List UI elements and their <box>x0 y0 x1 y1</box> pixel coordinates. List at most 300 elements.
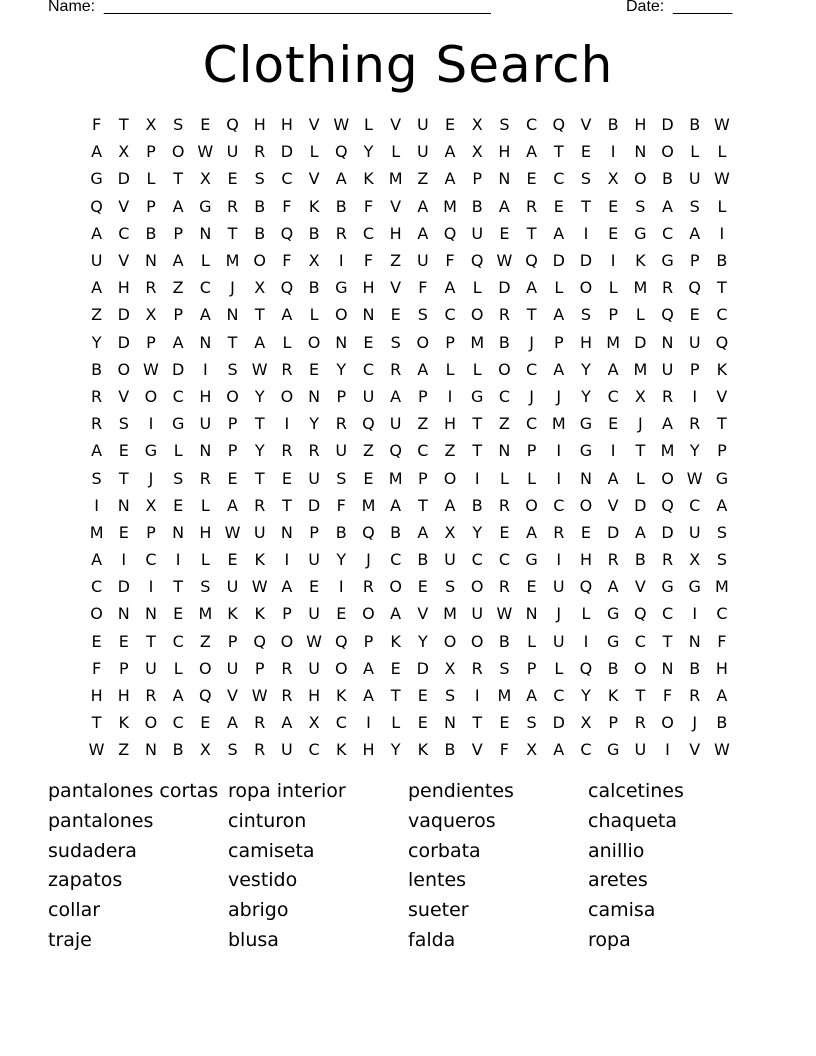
grid-letter[interactable]: A <box>390 495 402 515</box>
grid-letter[interactable]: O <box>525 495 538 515</box>
grid-letter[interactable]: S <box>200 577 211 597</box>
grid-letter[interactable]: T <box>717 278 727 298</box>
grid-letter[interactable]: Z <box>91 305 103 325</box>
grid-letter[interactable]: A <box>281 713 293 733</box>
grid-letter[interactable]: Z <box>417 169 429 189</box>
grid-letter[interactable]: X <box>118 142 130 162</box>
grid-letter[interactable]: A <box>254 332 266 352</box>
grid-letter[interactable]: W <box>306 631 322 651</box>
grid-letter[interactable]: L <box>391 142 401 162</box>
grid-letter[interactable]: I <box>556 468 562 488</box>
grid-letter[interactable]: U <box>416 251 429 271</box>
grid-letter[interactable]: W <box>686 468 703 488</box>
grid-letter[interactable]: T <box>472 414 483 434</box>
grid-letter[interactable]: Q <box>226 115 239 135</box>
grid-letter[interactable]: R <box>471 658 483 678</box>
grid-letter[interactable]: P <box>118 658 129 678</box>
grid-letter[interactable]: O <box>144 386 158 406</box>
grid-letter[interactable]: T <box>91 713 102 733</box>
grid-letter[interactable]: E <box>227 169 238 189</box>
grid-letter[interactable]: W <box>251 686 268 706</box>
grid-letter[interactable]: K <box>417 740 429 760</box>
grid-letter[interactable]: X <box>145 115 157 135</box>
grid-letter[interactable]: T <box>472 713 483 733</box>
grid-letter[interactable]: R <box>498 577 510 597</box>
grid-letter[interactable]: R <box>308 441 320 461</box>
grid-letter[interactable]: D <box>498 278 511 298</box>
grid-letter[interactable]: V <box>390 196 402 216</box>
grid-letter[interactable]: L <box>472 359 482 379</box>
grid-letter[interactable]: S <box>227 359 238 379</box>
grid-letter[interactable]: F <box>717 631 727 651</box>
grid-letter[interactable]: A <box>716 495 728 515</box>
grid-letter[interactable]: T <box>417 495 428 515</box>
grid-letter[interactable]: I <box>338 251 344 271</box>
grid-letter[interactable]: Q <box>579 577 593 597</box>
grid-letter[interactable]: E <box>363 332 374 352</box>
grid-letter[interactable]: M <box>497 686 512 706</box>
grid-letter[interactable]: T <box>282 495 292 515</box>
grid-letter[interactable]: A <box>417 223 429 243</box>
grid-letter[interactable]: L <box>527 631 537 651</box>
grid-letter[interactable]: R <box>254 142 266 162</box>
grid-letter[interactable]: Y <box>254 441 265 461</box>
grid-letter[interactable]: S <box>580 305 592 325</box>
grid-letter[interactable]: Q <box>579 658 593 678</box>
grid-letter[interactable]: X <box>444 658 456 678</box>
grid-letter[interactable]: S <box>91 468 102 488</box>
grid-letter[interactable]: L <box>200 251 210 271</box>
grid-letter[interactable]: O <box>661 468 674 488</box>
grid-letter[interactable]: I <box>338 577 344 597</box>
grid-letter[interactable]: F <box>499 740 509 760</box>
grid-letter[interactable]: A <box>526 522 538 542</box>
grid-letter[interactable]: S <box>444 577 456 597</box>
grid-letter[interactable]: Y <box>254 386 265 406</box>
grid-letter[interactable]: O <box>443 631 457 651</box>
grid-letter[interactable]: A <box>172 251 184 271</box>
grid-letter[interactable]: L <box>581 604 591 624</box>
grid-letter[interactable]: Y <box>363 142 374 162</box>
grid-letter[interactable]: A <box>662 414 673 434</box>
grid-letter[interactable]: K <box>118 713 130 733</box>
grid-letter[interactable]: Q <box>362 522 375 542</box>
grid-letter[interactable]: E <box>608 414 619 434</box>
grid-letter[interactable]: N <box>117 604 130 624</box>
grid-letter[interactable]: P <box>309 522 319 542</box>
grid-letter[interactable]: A <box>444 495 456 515</box>
grid-letter[interactable]: A <box>281 305 293 325</box>
grid-letter[interactable]: P <box>227 441 238 461</box>
grid-letter[interactable]: J <box>637 414 643 434</box>
grid-letter[interactable]: T <box>526 305 537 325</box>
grid-letter[interactable]: Z <box>417 414 429 434</box>
grid-letter[interactable]: R <box>634 713 646 733</box>
grid-letter[interactable]: J <box>692 713 698 733</box>
grid-letter[interactable]: I <box>284 414 290 434</box>
grid-letter[interactable]: M <box>715 577 729 597</box>
grid-letter[interactable]: E <box>336 604 347 624</box>
grid-letter[interactable]: H <box>199 522 212 542</box>
grid-letter[interactable]: G <box>606 740 620 760</box>
grid-letter[interactable]: U <box>90 251 103 271</box>
grid-letter[interactable]: T <box>254 305 265 325</box>
grid-letter[interactable]: A <box>417 359 429 379</box>
grid-letter[interactable]: M <box>198 604 213 624</box>
grid-letter[interactable]: U <box>552 577 565 597</box>
grid-letter[interactable]: O <box>90 604 103 624</box>
grid-letter[interactable]: R <box>91 386 103 406</box>
grid-letter[interactable]: M <box>633 359 648 379</box>
grid-letter[interactable]: L <box>690 142 700 162</box>
grid-letter[interactable]: U <box>308 550 320 570</box>
grid-letter[interactable]: A <box>390 386 402 406</box>
grid-letter[interactable]: S <box>716 522 727 542</box>
grid-letter[interactable]: R <box>335 223 347 243</box>
grid-letter[interactable]: N <box>199 223 212 243</box>
grid-letter[interactable]: S <box>336 468 347 488</box>
grid-letter[interactable]: C <box>526 359 538 379</box>
grid-letter[interactable]: F <box>363 196 374 216</box>
grid-letter[interactable]: N <box>661 658 674 678</box>
grid-letter[interactable]: B <box>498 332 510 352</box>
grid-letter[interactable]: O <box>362 604 375 624</box>
grid-letter[interactable]: Q <box>199 686 212 706</box>
grid-letter[interactable]: O <box>470 631 484 651</box>
grid-letter[interactable]: I <box>447 386 453 406</box>
grid-letter[interactable]: A <box>444 169 456 189</box>
grid-letter[interactable]: A <box>172 686 184 706</box>
grid-letter[interactable]: U <box>471 604 484 624</box>
grid-letter[interactable]: D <box>117 577 130 597</box>
grid-letter[interactable]: C <box>553 169 565 189</box>
grid-letter[interactable]: B <box>689 658 701 678</box>
grid-letter[interactable]: C <box>526 115 538 135</box>
grid-letter[interactable]: E <box>499 713 510 733</box>
grid-letter[interactable]: U <box>145 658 157 678</box>
grid-letter[interactable]: P <box>445 332 455 352</box>
grid-letter[interactable]: O <box>470 577 484 597</box>
grid-letter[interactable]: I <box>610 142 616 162</box>
grid-letter[interactable]: B <box>634 550 646 570</box>
grid-letter[interactable]: Z <box>498 414 510 434</box>
grid-letter[interactable]: V <box>634 577 646 597</box>
grid-letter[interactable]: E <box>363 468 374 488</box>
grid-letter[interactable]: P <box>526 658 537 678</box>
grid-letter[interactable]: A <box>634 522 646 542</box>
grid-letter[interactable]: E <box>118 522 129 542</box>
grid-letter[interactable]: O <box>144 713 158 733</box>
grid-letter[interactable]: P <box>553 332 564 352</box>
grid-letter[interactable]: R <box>281 658 293 678</box>
grid-letter[interactable]: A <box>362 658 374 678</box>
grid-letter[interactable]: W <box>197 142 214 162</box>
grid-letter[interactable]: U <box>688 169 701 189</box>
grid-letter[interactable]: T <box>146 631 156 651</box>
grid-letter[interactable]: E <box>608 196 619 216</box>
grid-letter[interactable]: D <box>579 251 593 271</box>
grid-letter[interactable]: Q <box>525 251 538 271</box>
grid-letter[interactable]: B <box>172 740 184 760</box>
grid-letter[interactable]: I <box>148 577 154 597</box>
grid-letter[interactable]: Q <box>389 441 402 461</box>
grid-letter[interactable]: O <box>117 359 131 379</box>
grid-letter[interactable]: P <box>282 604 292 624</box>
grid-letter[interactable]: I <box>692 604 698 624</box>
grid-letter[interactable]: I <box>284 550 290 570</box>
grid-letter[interactable]: E <box>227 468 238 488</box>
grid-letter[interactable]: E <box>91 631 102 651</box>
grid-letter[interactable]: A <box>607 577 619 597</box>
grid-letter[interactable]: R <box>145 686 157 706</box>
grid-letter[interactable]: D <box>661 522 674 542</box>
grid-letter[interactable]: I <box>556 550 562 570</box>
grid-letter[interactable]: U <box>416 115 429 135</box>
grid-letter[interactable]: O <box>661 713 674 733</box>
grid-letter[interactable]: O <box>199 658 212 678</box>
grid-letter[interactable]: V <box>607 495 619 515</box>
grid-letter[interactable]: L <box>391 713 401 733</box>
grid-letter[interactable]: L <box>717 142 727 162</box>
grid-letter[interactable]: B <box>607 658 619 678</box>
grid-letter[interactable]: D <box>552 251 565 271</box>
grid-letter[interactable]: Q <box>661 495 674 515</box>
grid-letter[interactable]: B <box>498 631 510 651</box>
grid-letter[interactable]: G <box>144 441 158 461</box>
grid-letter[interactable]: C <box>281 169 293 189</box>
grid-letter[interactable]: D <box>117 305 130 325</box>
grid-letter[interactable]: H <box>579 332 592 352</box>
grid-letter[interactable]: G <box>661 577 674 597</box>
grid-letter[interactable]: L <box>200 550 210 570</box>
grid-letter[interactable]: A <box>91 278 103 298</box>
grid-letter[interactable]: E <box>417 713 428 733</box>
grid-letter[interactable]: N <box>498 169 511 189</box>
grid-letter[interactable]: T <box>118 115 129 135</box>
grid-letter[interactable]: X <box>199 740 211 760</box>
grid-letter[interactable]: T <box>553 142 564 162</box>
grid-letter[interactable]: P <box>418 468 428 488</box>
grid-letter[interactable]: E <box>309 359 320 379</box>
grid-letter[interactable]: G <box>688 577 701 597</box>
grid-letter[interactable]: Q <box>634 604 647 624</box>
grid-letter[interactable]: I <box>202 359 208 379</box>
grid-letter[interactable]: P <box>689 251 700 271</box>
grid-letter[interactable]: M <box>443 604 457 624</box>
grid-letter[interactable]: H <box>90 686 103 706</box>
grid-letter[interactable]: H <box>253 115 266 135</box>
grid-letter[interactable]: D <box>634 332 647 352</box>
grid-letter[interactable]: E <box>227 550 238 570</box>
grid-letter[interactable]: Y <box>689 441 700 461</box>
grid-letter[interactable]: W <box>251 359 268 379</box>
grid-letter[interactable]: O <box>416 332 430 352</box>
grid-letter[interactable]: R <box>661 278 674 298</box>
grid-letter[interactable]: G <box>90 169 103 189</box>
grid-letter[interactable]: A <box>390 604 402 624</box>
grid-letter[interactable]: B <box>716 251 728 271</box>
grid-letter[interactable]: A <box>526 278 538 298</box>
grid-letter[interactable]: E <box>553 196 564 216</box>
grid-letter[interactable]: O <box>280 631 294 651</box>
grid-letter[interactable]: O <box>498 359 511 379</box>
grid-letter[interactable]: L <box>635 305 645 325</box>
grid-letter[interactable]: V <box>118 196 130 216</box>
grid-letter[interactable]: E <box>417 577 428 597</box>
grid-letter[interactable]: C <box>172 631 184 651</box>
grid-letter[interactable]: X <box>471 142 483 162</box>
grid-letter[interactable]: W <box>333 115 350 135</box>
grid-letter[interactable]: D <box>552 713 565 733</box>
grid-letter[interactable]: U <box>389 414 402 434</box>
grid-letter[interactable]: M <box>225 251 240 271</box>
grid-letter[interactable]: N <box>144 604 157 624</box>
grid-letter[interactable]: C <box>498 550 510 570</box>
grid-letter[interactable]: F <box>282 251 292 271</box>
grid-letter[interactable]: K <box>336 686 347 706</box>
grid-letter[interactable]: Y <box>472 522 483 542</box>
grid-letter[interactable]: G <box>634 223 647 243</box>
grid-letter[interactable]: G <box>606 631 620 651</box>
grid-letter[interactable]: I <box>474 468 480 488</box>
grid-letter[interactable]: Y <box>581 686 591 706</box>
grid-letter[interactable]: Z <box>118 740 130 760</box>
grid-letter[interactable]: U <box>552 631 565 651</box>
grid-letter[interactable]: H <box>117 686 130 706</box>
grid-letter[interactable]: K <box>363 169 374 189</box>
grid-letter[interactable]: C <box>417 441 429 461</box>
grid-letter[interactable]: D <box>171 359 185 379</box>
date-field-line[interactable]: _______ <box>673 0 732 15</box>
grid-letter[interactable]: U <box>281 740 293 760</box>
grid-letter[interactable]: C <box>362 223 375 243</box>
grid-letter[interactable]: C <box>199 278 211 298</box>
grid-letter[interactable]: Z <box>390 251 402 271</box>
grid-letter[interactable]: S <box>716 550 727 570</box>
grid-letter[interactable]: H <box>117 278 130 298</box>
grid-letter[interactable]: R <box>553 522 565 542</box>
grid-letter[interactable]: A <box>199 305 211 325</box>
grid-letter[interactable]: H <box>634 115 647 135</box>
grid-letter[interactable]: T <box>254 468 265 488</box>
grid-letter[interactable]: G <box>579 441 593 461</box>
grid-letter[interactable]: X <box>444 522 456 542</box>
grid-letter[interactable]: V <box>471 740 483 760</box>
grid-letter[interactable]: E <box>173 604 184 624</box>
grid-letter[interactable]: M <box>89 522 104 542</box>
grid-letter[interactable]: L <box>309 305 319 325</box>
grid-letter[interactable]: P <box>254 658 265 678</box>
grid-letter[interactable]: A <box>227 495 238 515</box>
grid-letter[interactable]: E <box>200 115 211 135</box>
grid-letter[interactable]: A <box>553 305 565 325</box>
grid-letter[interactable]: S <box>118 414 129 434</box>
grid-letter[interactable]: U <box>634 740 647 760</box>
grid-letter[interactable]: X <box>145 305 157 325</box>
grid-letter[interactable]: R <box>390 359 402 379</box>
grid-letter[interactable]: B <box>471 495 483 515</box>
grid-letter[interactable]: N <box>226 305 239 325</box>
grid-letter[interactable]: L <box>554 658 564 678</box>
grid-letter[interactable]: R <box>254 740 266 760</box>
grid-letter[interactable]: F <box>91 658 102 678</box>
grid-letter[interactable]: C <box>689 495 701 515</box>
grid-letter[interactable]: B <box>308 223 320 243</box>
grid-letter[interactable]: D <box>634 495 647 515</box>
grid-letter[interactable]: A <box>91 142 103 162</box>
grid-letter[interactable]: F <box>662 686 673 706</box>
grid-letter[interactable]: R <box>335 414 347 434</box>
grid-letter[interactable]: G <box>606 604 620 624</box>
grid-letter[interactable]: X <box>634 386 646 406</box>
grid-letter[interactable]: G <box>471 386 484 406</box>
grid-letter[interactable]: X <box>689 550 701 570</box>
grid-letter[interactable]: L <box>717 196 727 216</box>
grid-letter[interactable]: Y <box>309 414 319 434</box>
grid-letter[interactable]: L <box>200 495 210 515</box>
grid-letter[interactable]: S <box>526 713 537 733</box>
grid-letter[interactable]: A <box>689 223 701 243</box>
grid-letter[interactable]: A <box>91 441 103 461</box>
grid-letter[interactable]: E <box>118 631 129 651</box>
grid-letter[interactable]: E <box>281 468 292 488</box>
grid-letter[interactable]: C <box>716 604 728 624</box>
grid-letter[interactable]: E <box>309 577 320 597</box>
grid-letter[interactable]: Q <box>552 115 566 135</box>
grid-letter[interactable]: V <box>689 740 701 760</box>
grid-letter[interactable]: A <box>526 686 538 706</box>
grid-letter[interactable]: M <box>361 495 376 515</box>
grid-letter[interactable]: A <box>172 332 184 352</box>
grid-letter[interactable]: P <box>146 196 156 216</box>
grid-letter[interactable]: P <box>418 386 428 406</box>
grid-letter[interactable]: A <box>91 550 103 570</box>
grid-letter[interactable]: I <box>665 740 670 760</box>
grid-letter[interactable]: R <box>498 495 510 515</box>
grid-letter[interactable]: Y <box>336 359 347 379</box>
grid-letter[interactable]: M <box>660 441 675 461</box>
grid-letter[interactable]: P <box>146 332 156 352</box>
grid-letter[interactable]: C <box>580 740 592 760</box>
grid-letter[interactable]: N <box>199 441 212 461</box>
grid-letter[interactable]: H <box>362 740 375 760</box>
grid-letter[interactable]: U <box>416 142 429 162</box>
grid-letter[interactable]: K <box>607 686 619 706</box>
grid-letter[interactable]: W <box>224 522 241 542</box>
grid-letter[interactable]: G <box>199 196 212 216</box>
grid-letter[interactable]: B <box>335 196 347 216</box>
grid-letter[interactable]: Y <box>336 550 347 570</box>
grid-letter[interactable]: I <box>610 441 616 461</box>
grid-letter[interactable]: I <box>148 414 154 434</box>
grid-letter[interactable]: U <box>226 142 239 162</box>
grid-letter[interactable]: N <box>308 386 321 406</box>
grid-letter[interactable]: G <box>661 251 674 271</box>
grid-letter[interactable]: A <box>607 359 619 379</box>
grid-letter[interactable]: L <box>608 278 618 298</box>
grid-letter[interactable]: C <box>634 631 646 651</box>
grid-letter[interactable]: C <box>716 305 728 325</box>
grid-letter[interactable]: U <box>199 414 212 434</box>
grid-letter[interactable]: C <box>118 223 130 243</box>
grid-letter[interactable]: E <box>689 305 700 325</box>
grid-letter[interactable]: L <box>146 169 156 189</box>
grid-letter[interactable]: L <box>554 278 564 298</box>
grid-letter[interactable]: D <box>117 169 130 189</box>
grid-letter[interactable]: O <box>634 658 647 678</box>
grid-letter[interactable]: Q <box>253 631 267 651</box>
grid-letter[interactable]: T <box>118 468 129 488</box>
